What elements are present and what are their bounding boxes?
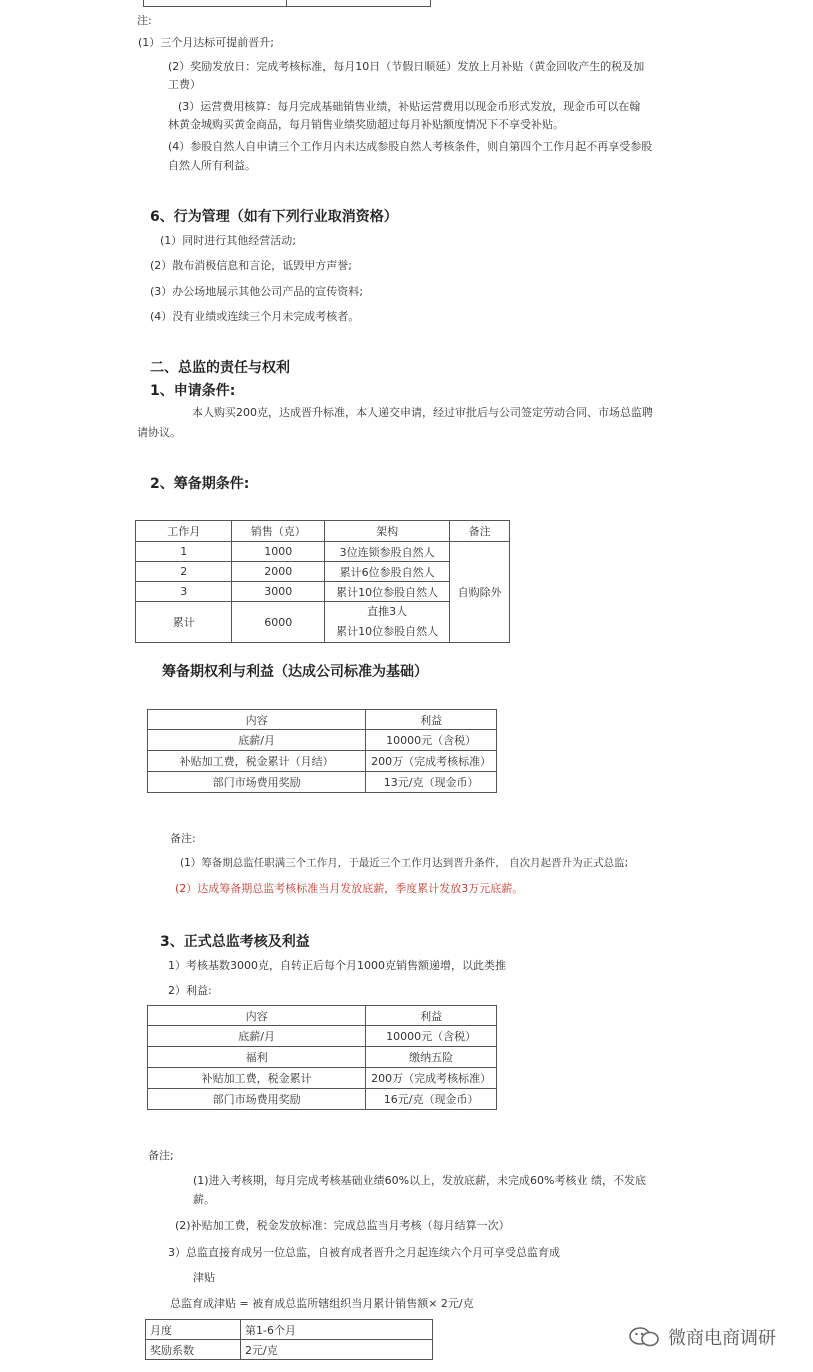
table-header: 利益 xyxy=(366,1006,497,1026)
incentive-table xyxy=(145,1319,433,1360)
formula-text: 总监育成津贴 = 被育成总监所辖组织当月累计销售额× 2元/克 xyxy=(170,1297,474,1310)
table-header: 内容 xyxy=(148,710,366,730)
table-cell: 10000元（含税） xyxy=(366,1026,497,1047)
section6-item: (3）办公场地展示其他公司产品的宣传资料; xyxy=(150,285,363,298)
table-cell: 2000 xyxy=(232,562,325,582)
note-item: 工费） xyxy=(168,78,201,91)
section2-sub2: 2、筹备期条件: xyxy=(150,476,250,492)
notes-bottom-label: 备注; xyxy=(148,1149,174,1162)
section6-title: 6、行为管理（如有下列行业取消资格） xyxy=(150,209,398,225)
top-table-remnant-divider xyxy=(286,0,287,6)
table-cell: 奖励系数 xyxy=(146,1340,241,1360)
table-header: 架构 xyxy=(325,521,450,542)
table-cell: 200万（完成考核标准） xyxy=(366,751,497,772)
table-cell: 累计6位参股自然人 xyxy=(325,562,450,582)
notes-top-label: 注: xyxy=(137,14,152,27)
section3-title: 3、正式总监考核及利益 xyxy=(160,934,310,950)
table-cell: 1 xyxy=(136,542,232,562)
notes-bottom-item: (2)补贴加工费，税金发放标准：完成总监当月考核（每月结算一次） xyxy=(175,1219,510,1232)
table-header: 利益 xyxy=(366,710,497,730)
section2-sub1-text: 本人购买200克，达成晋升标准，本人递交申请，经过审批后与公司签定劳动合同、市场总监聘 xyxy=(192,406,653,419)
table-cell: 补贴加工费，税金累计（月结） xyxy=(148,751,366,772)
table-cell: 累计 xyxy=(136,602,232,643)
note-item: (1）三个月达标可提前晋升; xyxy=(138,36,274,49)
table-cell: 16元/克（现金币） xyxy=(366,1089,497,1110)
formal-benefits-table xyxy=(147,1005,497,1110)
top-table-remnant xyxy=(143,0,431,7)
notes-bottom-item: 3）总监直接育成另一位总监，自被育成者晋升之月起连续六个月可享受总监育成 xyxy=(168,1246,560,1259)
table-cell: 部门市场费用奖励 xyxy=(148,772,366,793)
prep-benefits-title: 筹备期权利与利益（达成公司标准为基础） xyxy=(162,664,428,680)
section6-item: (2）散布消极信息和言论，诋毁甲方声誉; xyxy=(150,259,352,272)
table-cell: 累计10位参股自然人 xyxy=(325,582,450,602)
table-cell: 补贴加工费，税金累计 xyxy=(148,1068,366,1089)
table-cell: 3 xyxy=(136,582,232,602)
section6-item: (1）同时进行其他经营活动; xyxy=(160,234,296,247)
note-item: 林黄金城购买黄金商品，每月销售业绩奖励超过每月补贴额度情况下不享受补贴。 xyxy=(168,118,564,131)
note-item: 自然人所有利益。 xyxy=(168,159,256,172)
table-header: 备注 xyxy=(450,521,510,542)
table-cell: 6000 xyxy=(232,602,325,643)
section2-title: 二、总监的责任与权利 xyxy=(150,360,290,376)
table-cell: 3位连锁参股自然人 xyxy=(325,542,450,562)
section6-item: (4）没有业绩或连续三个月未完成考核者。 xyxy=(150,310,360,323)
note-item: (2）奖励发放日：完成考核标准，每月10日（节假日顺延）发放上月补贴（黄金回收产生的税及加 xyxy=(168,60,645,73)
table-cell: 13元/克（现金币） xyxy=(366,772,497,793)
table-cell: 2 xyxy=(136,562,232,582)
table-cell: 2元/克 xyxy=(241,1340,433,1360)
section2-sub1: 1、申请条件: xyxy=(150,383,236,399)
table-cell: 底薪/月 xyxy=(148,730,366,751)
table-cell: 缴纳五险 xyxy=(366,1047,497,1068)
table-cell: 第1-6个月 xyxy=(241,1320,433,1340)
section3-item: 2）利益: xyxy=(168,984,212,997)
table-cell: 福利 xyxy=(148,1047,366,1068)
table-header: 销售（克） xyxy=(232,521,325,542)
note-item: (4）参股自然人自申请三个工作月内未达成参股自然人考核条件，则自第四个工作月起不再享受参股 xyxy=(168,140,653,153)
table-header: 工作月 xyxy=(136,521,232,542)
table-cell-line: 累计10位参股自然人 xyxy=(336,625,439,638)
table-cell: 1000 xyxy=(232,542,325,562)
prep-conditions-table xyxy=(135,520,510,643)
notes-mid-item-red: (2）达成筹备期总监考核标准当月发放底薪，季度累计发放3万元底薪。 xyxy=(175,882,524,895)
table-cell: 200万（完成考核标准） xyxy=(366,1068,497,1089)
notes-mid-label: 备注: xyxy=(170,832,196,845)
notes-bottom-item: 薪。 xyxy=(193,1193,215,1206)
table-cell: 部门市场费用奖励 xyxy=(148,1089,366,1110)
wechat-icon xyxy=(628,1326,662,1348)
table-cell-line: 直推3人 xyxy=(367,605,408,618)
section2-sub1-text: 请协议。 xyxy=(137,426,181,439)
table-cell: 月度 xyxy=(146,1320,241,1340)
table-header: 内容 xyxy=(148,1006,366,1026)
table-cell: 底薪/月 xyxy=(148,1026,366,1047)
notes-bottom-item: (1)进入考核期，每月完成考核基础业绩60%以上，发放底薪，未完成60%考核业 绩，不发底 xyxy=(193,1174,646,1187)
notes-bottom-item: 津贴 xyxy=(193,1271,215,1284)
table-cell: 3000 xyxy=(232,582,325,602)
watermark-text: 微商电商调研 xyxy=(668,1328,776,1349)
table-cell xyxy=(325,602,450,643)
table-cell-remark: 自购除外 xyxy=(450,542,510,643)
note-item: (3）运营费用核算：每月完成基础销售业绩，补贴运营费用以现金币形式发放，现金币可以在翰 xyxy=(178,100,641,113)
notes-mid-item: (1）筹备期总监任职满三个工作月，于最近三个工作月达到晋升条件， 自次月起晋升为正式总监; xyxy=(180,857,629,869)
table-cell: 10000元（含税） xyxy=(366,730,497,751)
prep-benefits-table xyxy=(147,709,497,793)
section3-item: 1）考核基数3000克，自转正后每个月1000克销售额递增，以此类推 xyxy=(168,959,506,972)
